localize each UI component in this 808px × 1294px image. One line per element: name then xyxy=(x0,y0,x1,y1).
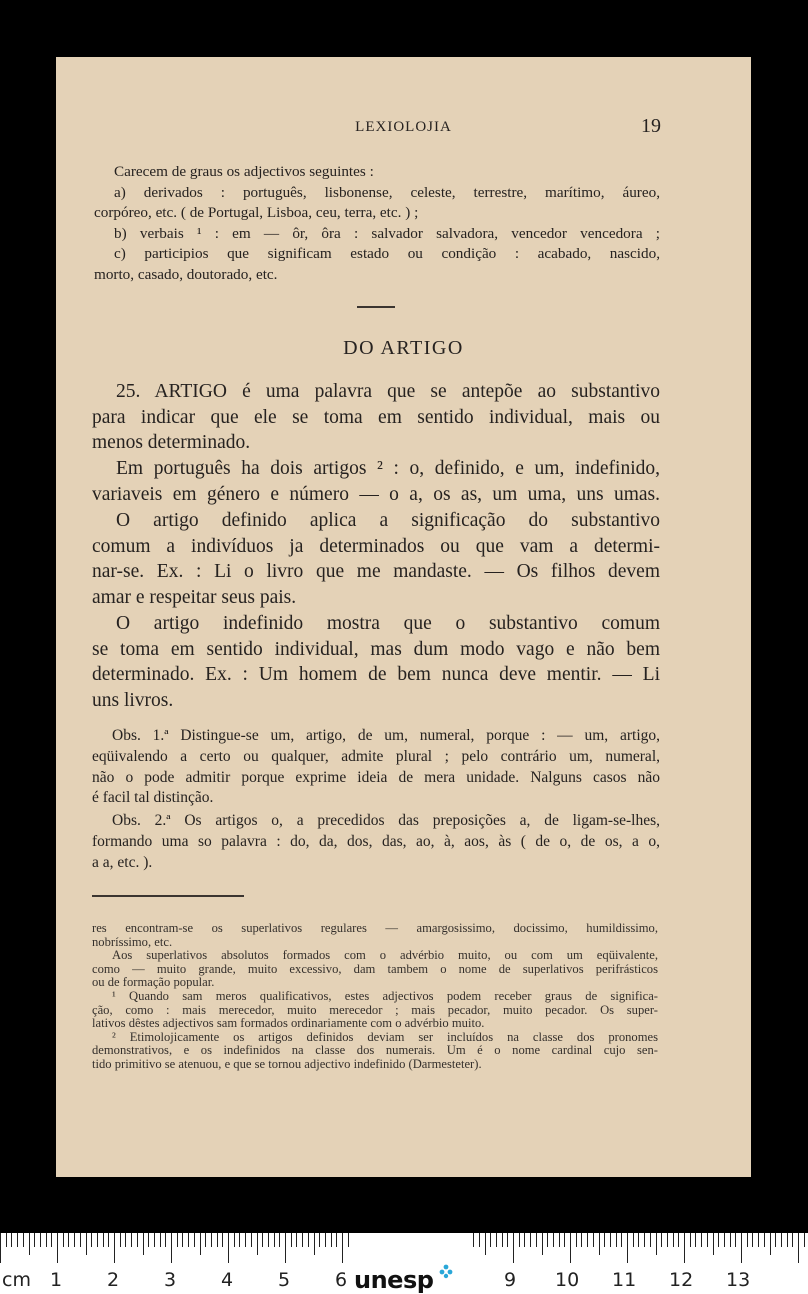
text-line: comum a indivíduos ja determinados ou que vam a determi- xyxy=(92,535,660,557)
intro-line: c) participios que significam estado ou condição : acabado, nascido, xyxy=(114,245,660,263)
footnote-line: lativos dêstes adjectivos sam formados ordinariamente com o advérbio muito. xyxy=(92,1017,485,1031)
footnote-line: tido primitivo se atenuou, e que se tornou adjectivo indefinido (Darmesteter). xyxy=(92,1057,482,1071)
ruler-tick xyxy=(616,1233,617,1247)
ruler-tick xyxy=(137,1233,138,1247)
ruler-tick xyxy=(547,1233,548,1247)
ruler-tick xyxy=(296,1233,297,1247)
ruler-tick xyxy=(758,1233,759,1247)
ruler-tick xyxy=(177,1233,178,1247)
ruler-tick xyxy=(222,1233,223,1247)
ruler-tick xyxy=(97,1233,98,1247)
ruler-tick xyxy=(314,1233,315,1255)
text-line: O artigo definido aplica a significação do substantivo xyxy=(116,510,660,531)
ruler-tick xyxy=(11,1233,12,1247)
page-number: 19 xyxy=(641,115,661,137)
ruler-tick xyxy=(536,1233,537,1247)
text-line: 25. ARTIGO é uma palavra que se antepõe ao substantivo xyxy=(116,381,660,402)
observation-1 xyxy=(92,726,660,809)
ruler-label: 2 xyxy=(107,1269,120,1291)
obs-line: é facil tal distinção. xyxy=(92,789,214,807)
footnote-rule xyxy=(92,895,244,897)
text-line: uns livros. xyxy=(92,689,174,711)
paragraph-dois-artigos xyxy=(92,456,660,507)
ruler-tick xyxy=(718,1233,719,1247)
ruler-label: 6 xyxy=(335,1269,348,1291)
ruler-tick xyxy=(804,1233,805,1247)
ruler-tick xyxy=(40,1233,41,1247)
obs-line: a a, etc. ). xyxy=(92,853,153,871)
obs-line: formando uma so palavra : do, da, dos, das, ao, à, aos, às ( de o, de os, a o, xyxy=(92,832,660,850)
ruler-tick xyxy=(205,1233,206,1247)
ruler-tick xyxy=(724,1233,725,1247)
ruler-tick xyxy=(268,1233,269,1247)
ruler-tick xyxy=(274,1233,275,1247)
footnote-line: Aos superlativos absolutos formados com o advérbio muito, ou com um eqüivalente, xyxy=(112,949,658,963)
ruler-tick xyxy=(86,1233,87,1255)
ruler-tick xyxy=(29,1233,30,1255)
ruler-tick xyxy=(217,1233,218,1247)
unesp-logo: unesp xyxy=(354,1266,434,1294)
ruler-tick xyxy=(200,1233,201,1255)
ruler-tick xyxy=(319,1233,320,1247)
ruler-tick xyxy=(17,1233,18,1247)
ruler-tick xyxy=(479,1233,480,1247)
ruler-tick xyxy=(279,1233,280,1247)
ruler-tick xyxy=(502,1233,503,1247)
ruler-tick xyxy=(103,1233,104,1247)
intro-line: corpóreo, etc. ( de Portugal, Lisboa, ceu, terra, etc. ) ; xyxy=(94,204,419,222)
ruler-label: 3 xyxy=(164,1269,177,1291)
ruler-tick xyxy=(165,1233,166,1247)
ruler-tick xyxy=(228,1233,229,1263)
footnote-line: ¹ Quando sam meros qualificativos, estes adjectivos podem receber graus de significa- xyxy=(112,989,658,1003)
ruler-label: 11 xyxy=(612,1269,637,1291)
ruler-tick xyxy=(46,1233,47,1247)
ruler-tick xyxy=(661,1233,662,1247)
ruler-tick xyxy=(747,1233,748,1247)
ruler-tick xyxy=(188,1233,189,1247)
ruler-tick xyxy=(713,1233,714,1255)
paragraph-25 xyxy=(92,379,660,456)
ruler-tick xyxy=(735,1233,736,1247)
ruler-tick xyxy=(587,1233,588,1247)
ruler-tick xyxy=(496,1233,497,1247)
ruler-tick xyxy=(0,1233,1,1263)
ruler-tick xyxy=(148,1233,149,1247)
ruler-tick xyxy=(519,1233,520,1247)
ruler-tick xyxy=(695,1233,696,1247)
ruler-tick xyxy=(764,1233,765,1247)
ruler-tick xyxy=(160,1233,161,1247)
ruler-tick xyxy=(34,1233,35,1247)
ruler-tick xyxy=(336,1233,337,1247)
intro-line: a) derivados : português, lisbonense, celeste, terrestre, marítimo, áureo, xyxy=(114,183,660,201)
ruler-tick xyxy=(245,1233,246,1247)
paragraph-definido xyxy=(92,508,660,610)
observation-2 xyxy=(92,811,660,873)
ruler-tick xyxy=(51,1233,52,1247)
ruler-tick xyxy=(91,1233,92,1247)
ruler-tick xyxy=(154,1233,155,1247)
ruler-tick xyxy=(627,1233,628,1263)
text-line: amar e respeitar seus pais. xyxy=(92,586,297,608)
paragraph-indefinido xyxy=(92,611,660,713)
ruler-tick xyxy=(57,1233,58,1263)
ruler-tick xyxy=(108,1233,109,1247)
ruler-tick xyxy=(770,1233,771,1255)
footnote-line: res encontram-se os superlativos regulares — amargosissimo, docissimo, humildissimo, xyxy=(92,922,658,935)
ruler-tick xyxy=(125,1233,126,1247)
ruler-tick xyxy=(781,1233,782,1247)
ruler-tick xyxy=(182,1233,183,1247)
footnote-line: ção, como : mais merecedor, muito merecedor ; mais pecador, muito pecador. Os super- xyxy=(92,1003,658,1017)
ruler-tick xyxy=(308,1233,309,1247)
ruler-tick xyxy=(342,1233,343,1263)
text-line: nar-se. Ex. : Li o livro que me mandaste. — Os filhos devem xyxy=(92,561,660,583)
ruler-tick xyxy=(667,1233,668,1247)
ruler-tick xyxy=(787,1233,788,1247)
obs-line: Obs. 1.ª Distingue-se um, artigo, de um, numeral, porque : — um, artigo, xyxy=(112,727,660,744)
unesp-logo-mark-icon xyxy=(438,1263,454,1279)
ruler-tick xyxy=(131,1233,132,1247)
section-heading: DO ARTIGO xyxy=(343,337,464,359)
ruler-tick xyxy=(581,1233,582,1247)
ruler-tick xyxy=(656,1233,657,1255)
ruler-tick xyxy=(257,1233,258,1255)
ruler-tick xyxy=(633,1233,634,1247)
ruler-tick xyxy=(262,1233,263,1247)
text-line: menos determinado. xyxy=(92,432,251,454)
text-line: se toma em sentido individual, mas dum modo vago e não bem xyxy=(92,638,660,660)
text-line: Em português ha dois artigos ² : o, definido, e um, indefinido, xyxy=(116,458,660,479)
ruler-tick xyxy=(542,1233,543,1255)
obs-line: eqüivalendo a certo ou qualquer, admite plural ; pelo contrário um, numeral, xyxy=(92,747,660,765)
ruler-label: 4 xyxy=(221,1269,234,1291)
ruler-tick xyxy=(194,1233,195,1247)
ruler-tick xyxy=(644,1233,645,1247)
ruler-tick xyxy=(798,1233,799,1263)
footnote-line: demonstrativos, e os indefinidos na classe dos numerais. Um é o nome cardinal cujo sen- xyxy=(92,1044,658,1058)
ruler-tick xyxy=(559,1233,560,1247)
ruler-tick xyxy=(524,1233,525,1247)
obs-line: não o pode admitir porque exprime ideia de mera unidade. Nalguns casos não xyxy=(92,768,660,786)
ruler-tick xyxy=(513,1233,514,1263)
ruler-tick xyxy=(507,1233,508,1247)
ruler-tick xyxy=(239,1233,240,1247)
ruler-tick xyxy=(485,1233,486,1255)
ruler-tick xyxy=(599,1233,600,1255)
ruler-tick xyxy=(80,1233,81,1247)
ruler-tick xyxy=(251,1233,252,1247)
ruler-tick xyxy=(707,1233,708,1247)
ruler-tick xyxy=(684,1233,685,1263)
ruler-tick xyxy=(593,1233,594,1247)
footnote-line: nobríssimo, etc. xyxy=(92,935,173,949)
book-page xyxy=(56,57,751,1177)
intro-block xyxy=(94,162,660,286)
intro-line: morto, casado, doutorado, etc. xyxy=(94,265,278,283)
section-separator xyxy=(357,306,395,308)
ruler-tick xyxy=(701,1233,702,1247)
ruler-tick xyxy=(171,1233,172,1263)
footnotes xyxy=(92,922,658,1072)
intro-line: Carecem de graus os adjectivos seguintes : xyxy=(114,163,374,180)
ruler-tick xyxy=(348,1233,349,1247)
ruler-tick xyxy=(68,1233,69,1247)
footnote-line: como — muito grande, muito excessivo, dam tambem o nome de superlativos perifrásticos xyxy=(92,962,658,976)
footnote-line: ² Etimolojicamente os artigos definidos deviam ser incluídos na classe dos pronomes xyxy=(112,1030,658,1044)
ruler-tick xyxy=(610,1233,611,1247)
running-header: LEXIOLOJIA xyxy=(355,119,452,135)
ruler-tick xyxy=(530,1233,531,1247)
ruler-tick xyxy=(302,1233,303,1247)
ruler-label: 1 xyxy=(50,1269,63,1291)
ruler-tick xyxy=(331,1233,332,1247)
ruler-tick xyxy=(564,1233,565,1247)
ruler-tick xyxy=(325,1233,326,1247)
ruler-tick xyxy=(741,1233,742,1263)
ruler-tick xyxy=(650,1233,651,1247)
ruler-tick xyxy=(673,1233,674,1247)
text-line: para indicar que ele se toma em sentido individual, mais ou xyxy=(92,406,660,428)
measurement-ruler xyxy=(0,1233,808,1294)
ruler-tick xyxy=(638,1233,639,1247)
ruler-tick xyxy=(792,1233,793,1247)
ruler-tick xyxy=(752,1233,753,1247)
ruler-tick xyxy=(143,1233,144,1255)
intro-line: b) verbais ¹ : em — ôr, ôra : salvador salvadora, vencedor vencedora ; xyxy=(114,224,660,242)
ruler-label: 12 xyxy=(669,1269,694,1291)
ruler-tick xyxy=(690,1233,691,1247)
ruler-tick xyxy=(63,1233,64,1247)
ruler-tick xyxy=(291,1233,292,1247)
ruler-tick xyxy=(678,1233,679,1247)
footnote-line: ou de formação popular. xyxy=(92,976,215,990)
ruler-tick xyxy=(473,1233,474,1247)
ruler-tick xyxy=(234,1233,235,1247)
ruler-tick xyxy=(114,1233,115,1263)
text-line: variaveis em género e número — o a, os as, um uma, uns umas. xyxy=(92,483,660,505)
text-line: O artigo indefinido mostra que o substantivo comum xyxy=(116,613,660,634)
ruler-label: 13 xyxy=(726,1269,751,1291)
ruler-tick xyxy=(211,1233,212,1247)
ruler-tick xyxy=(775,1233,776,1247)
ruler-tick xyxy=(730,1233,731,1247)
ruler-tick xyxy=(74,1233,75,1247)
obs-line: Obs. 2.ª Os artigos o, a precedidos das preposições a, de ligam-se-lhes, xyxy=(112,812,660,829)
ruler-label: 10 xyxy=(555,1269,580,1291)
ruler-tick xyxy=(490,1233,491,1247)
ruler-label: 5 xyxy=(278,1269,291,1291)
text-line: determinado. Ex. : Um homem de bem nunca deve mentir. — Li xyxy=(92,664,660,686)
ruler-tick xyxy=(6,1233,7,1247)
ruler-label: 9 xyxy=(504,1269,517,1291)
ruler-tick xyxy=(576,1233,577,1247)
ruler-tick xyxy=(120,1233,121,1247)
ruler-tick xyxy=(604,1233,605,1247)
ruler-tick xyxy=(285,1233,286,1263)
ruler-tick xyxy=(553,1233,554,1247)
ruler-tick xyxy=(570,1233,571,1263)
ruler-tick xyxy=(621,1233,622,1247)
ruler-unit-label: cm xyxy=(2,1269,31,1291)
ruler-tick xyxy=(23,1233,24,1247)
